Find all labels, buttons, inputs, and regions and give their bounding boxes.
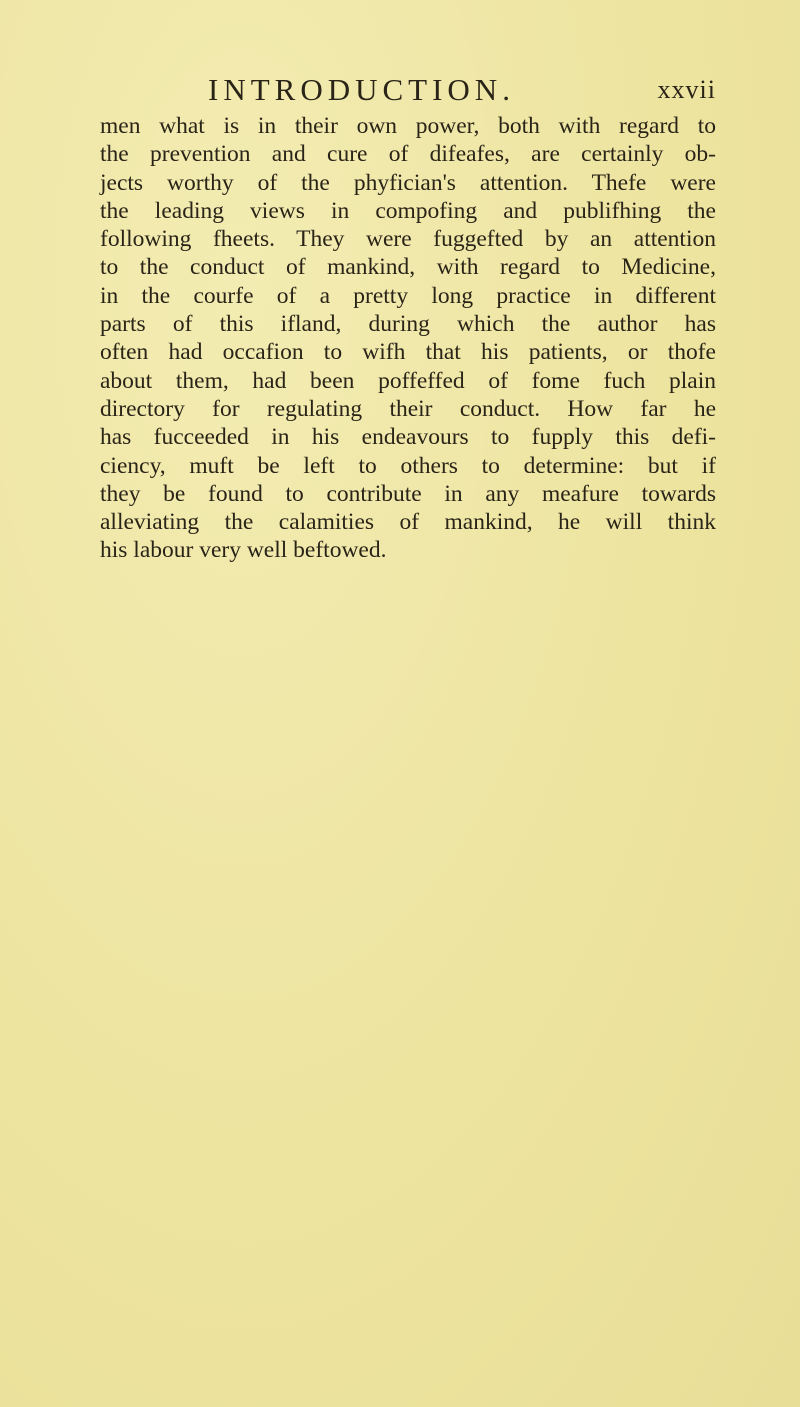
running-head: [208, 72, 716, 112]
text-line: the leading views in compofing and publifhing the: [100, 197, 716, 224]
text-line: they be found to contribute in any meafure towards: [100, 480, 716, 507]
page-number: xxvii: [657, 75, 716, 104]
text-line: in the courfe of a pretty long practice in different: [100, 282, 716, 309]
text-line: ciency, muft be left to others to determine: but if: [100, 452, 716, 479]
text-line: often had occafion to wifh that his patients, or thofe: [100, 339, 716, 366]
text-line: has fucceeded in his endeavours to fupply this defi-: [100, 424, 716, 451]
text-line: to the conduct of mankind, with regard to Medicine,: [100, 254, 716, 281]
text-line: about them, had been poffeffed of fome fuch plain: [100, 367, 716, 394]
body-paragraph: [100, 112, 716, 565]
text-line: the prevention and cure of difeafes, are certainly ob-: [100, 141, 716, 168]
text-line: men what is in their own power, both with regard to: [100, 113, 716, 139]
running-title: INTRODUCTION.: [208, 72, 515, 107]
text-line: his labour very well beftowed.: [100, 537, 387, 564]
text-line: following fheets. They were fuggefted by an attention: [100, 226, 716, 253]
text-line: jects worthy of the phyfician's attention. Thefe were: [100, 169, 716, 196]
text-line: parts of this ifland, during which the author has: [100, 311, 716, 338]
text-line: alleviating the calamities of mankind, he will think: [100, 509, 716, 536]
text-line: directory for regulating their conduct. How far he: [100, 395, 716, 422]
